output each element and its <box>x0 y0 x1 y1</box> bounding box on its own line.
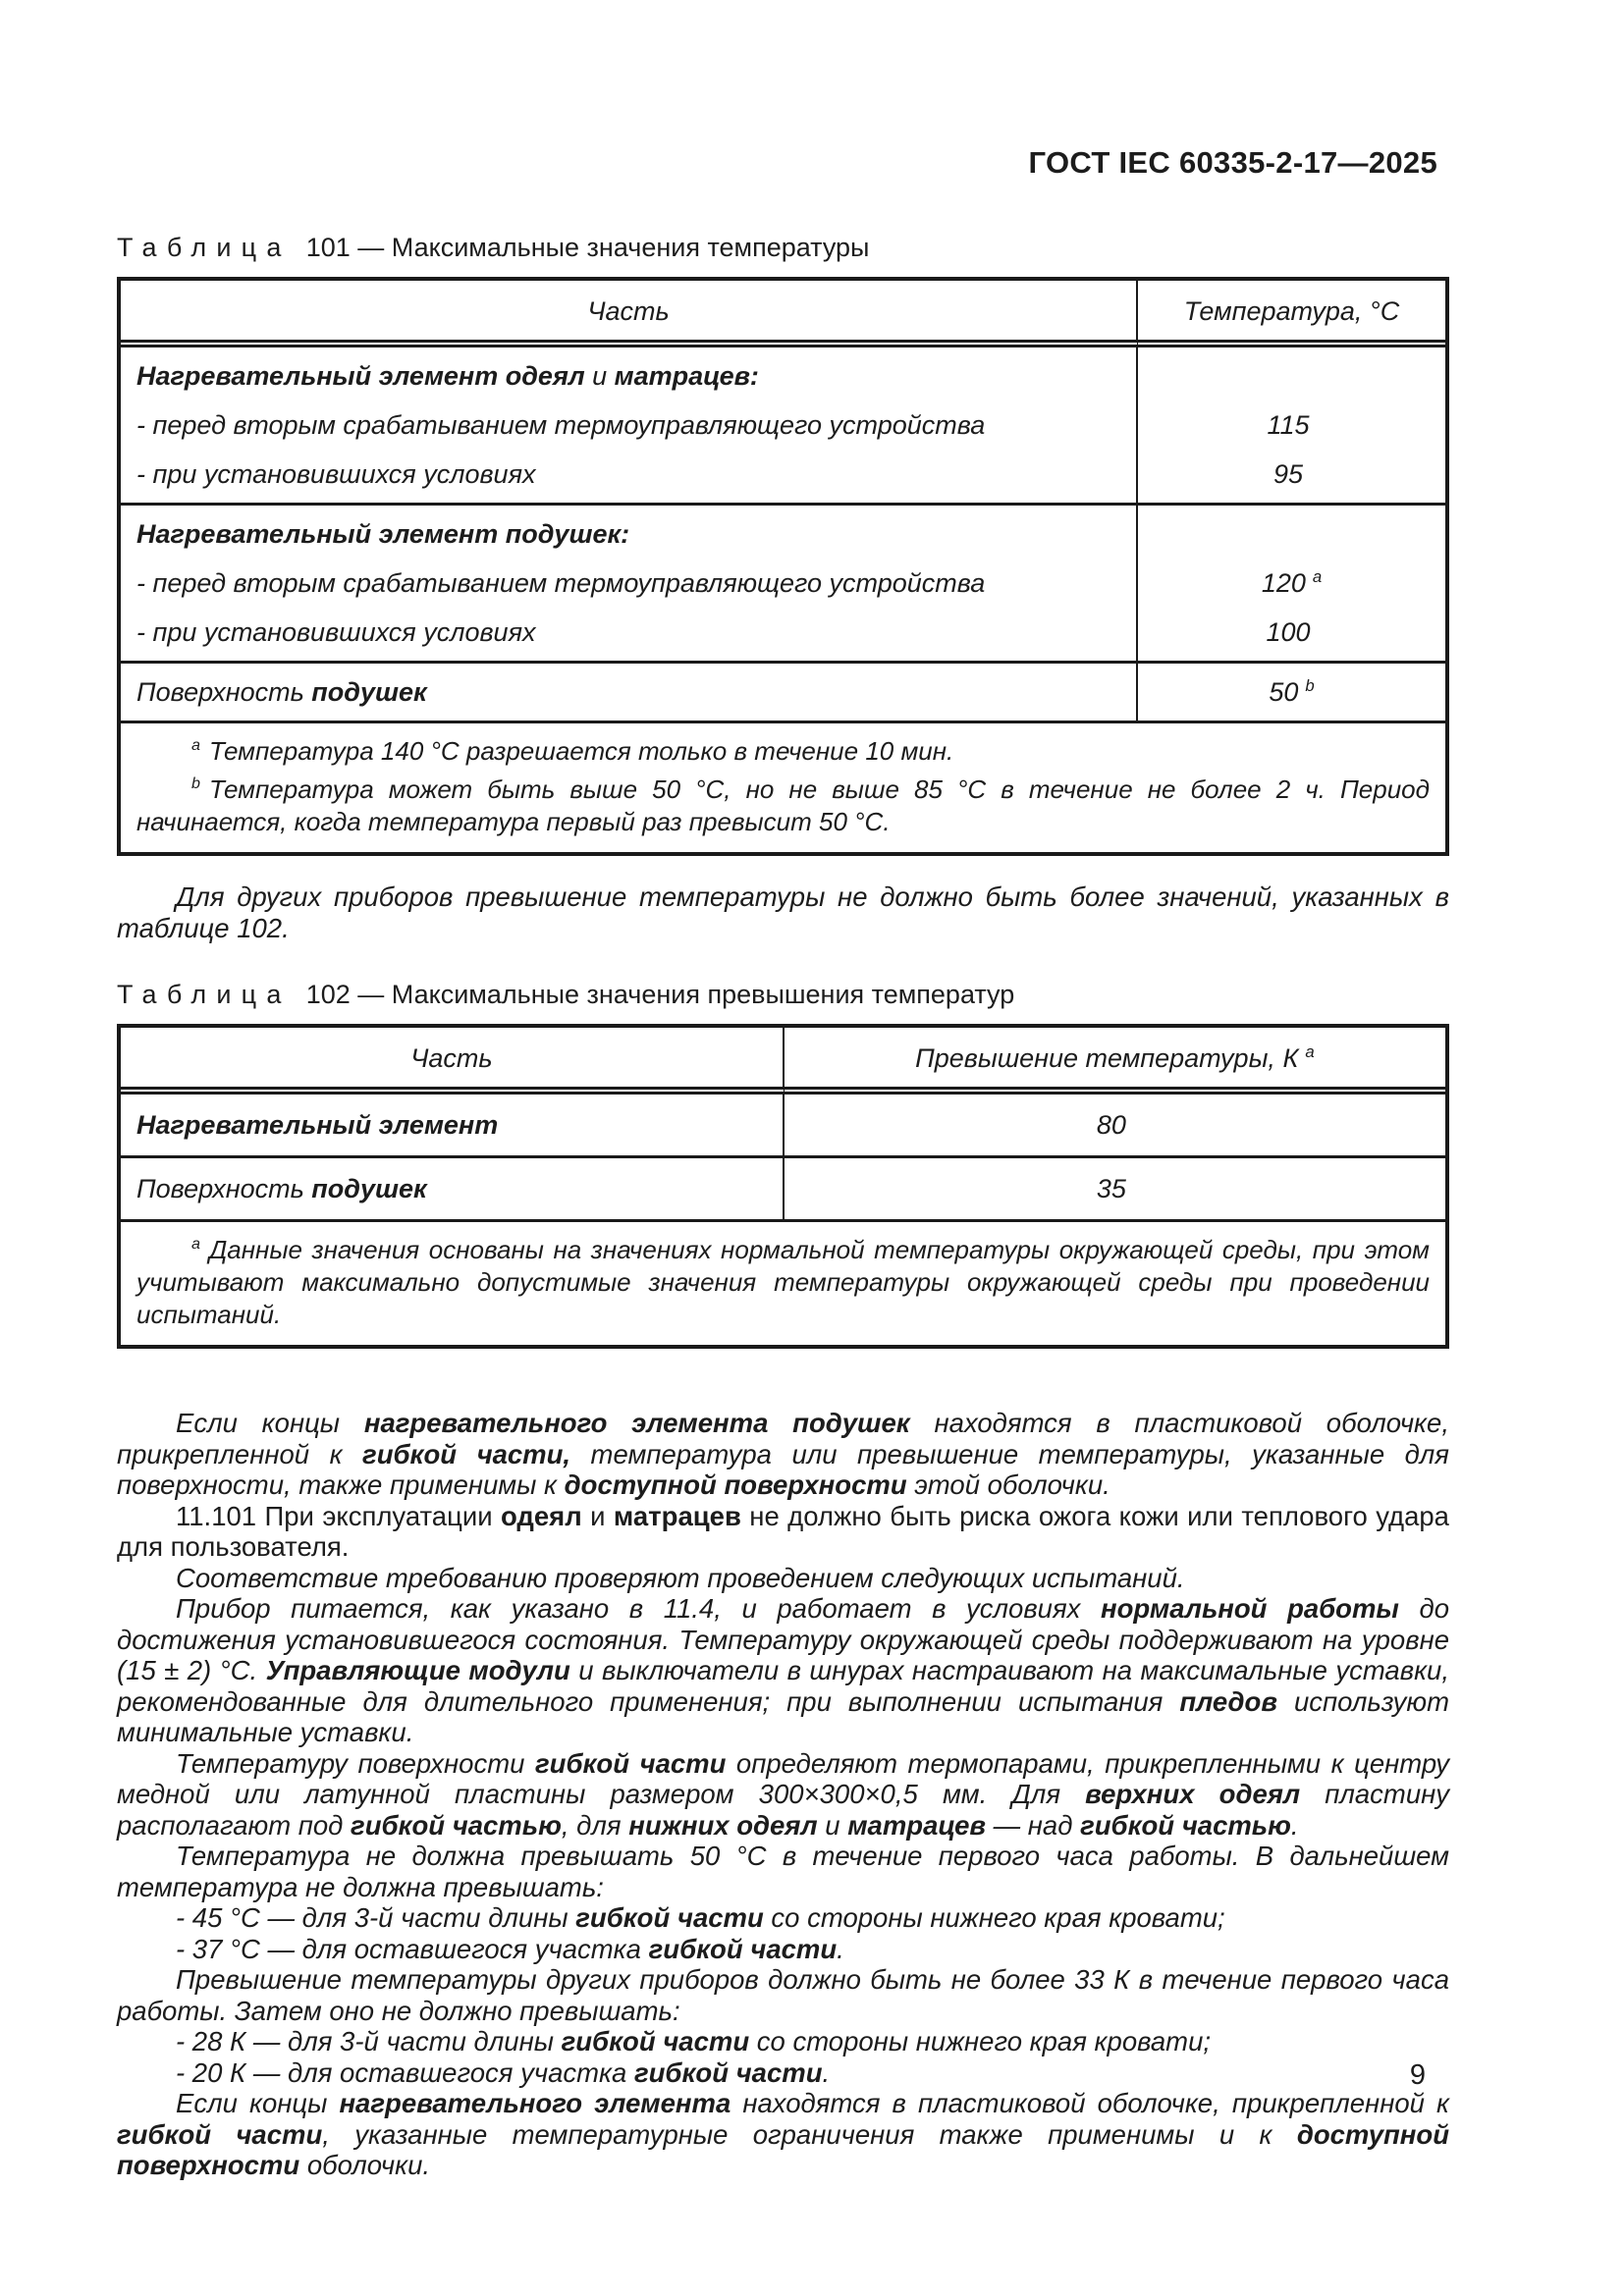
table-cell-value: 115 <box>1267 410 1310 440</box>
table-cell-part: - перед вторым срабатыванием термоуправляющего устройства <box>121 559 1138 608</box>
table-cell-part: Поверхность подушек <box>121 661 1138 721</box>
caption-number: 101 <box>305 233 351 262</box>
table-102 <box>117 1024 1449 1349</box>
table-row <box>121 400 1445 450</box>
table-row <box>121 661 1445 721</box>
list-item: - 45 °С — для 3-й части длины гибкой части со стороны нижнего края кровати; <box>176 1902 1225 1933</box>
footnote-marker: a <box>191 1235 200 1254</box>
paragraph: Прибор питается, как указано в 11.4, и работает в условиях нормальной работы до достижения установившегося состояния. Температуру окружающей среды поддерживают на уровне (15 ± 2) °С. Управляющие модули и выключатели в шнурах настраивают на максимальные уставки, рекомендованные для длительного применения; при выполнении испытания пледов используют минимальные уставки. <box>117 1593 1450 1747</box>
caption-dash: — <box>357 980 385 1009</box>
footnote-marker: a <box>191 736 200 755</box>
paragraph-after-table-101: Для других приборов превышение температуры не должно быть более значений, указанных в таблице 102. <box>117 881 1449 943</box>
paragraph: Температуру поверхности гибкой части определяют термопарами, прикрепленными к центру медной или латунной пластины размером 300×300×0,5 мм. Для верхних одеял пластину располагают под гибкой частью, для нижних одеял и матрацев — над гибкой частью. <box>117 1747 1449 1841</box>
table-cell-value: 35 <box>785 1155 1445 1219</box>
table-row <box>121 503 1445 559</box>
paragraph: Если концы нагревательного элемента подушек находятся в пластиковой оболочке, прикрепленной к гибкой части, температура или превышение температуры, указанные для поверхности, также применимы к доступной поверхности этой оболочки. <box>117 1408 1450 1500</box>
table-header-cell: Часть <box>121 1028 785 1095</box>
table-header-cell: Превышение температуры, К $^a$ <box>785 1028 1445 1095</box>
caption-dash: — <box>357 233 385 262</box>
caption-word: Таблица <box>117 233 292 262</box>
table-footnote: $^a$ Температура 140 °С разрешается только в течение 10 мин. <box>191 736 954 766</box>
table-cell-part: - перед вторым срабатыванием термоуправляющего устройства <box>121 400 1138 450</box>
table-cell-value: 120 $^a$ <box>1261 567 1323 598</box>
table-102-footnotes <box>121 1219 1445 1345</box>
table-cell-part: Нагревательный элемент одеял и матрацев: <box>121 347 1138 400</box>
table-101-footnotes <box>121 721 1445 852</box>
table-cell-part: Нагревательный элемент <box>121 1095 785 1155</box>
caption-title: Максимальные значения превышения температур <box>391 980 1015 1009</box>
caption-title: Максимальные значения температуры <box>391 233 870 262</box>
table-cell-part: Нагревательный элемент подушек: <box>121 503 1138 559</box>
footnote-marker: b <box>191 774 200 793</box>
list-item: - 37 °С — для оставшегося участка гибкой части. <box>176 1933 844 1964</box>
table-cell-value: 80 <box>1096 1110 1126 1140</box>
caption-word: Таблица <box>117 980 292 1009</box>
table-footnote: $^b$ Температура может быть выше 50 °С, но не выше 85 °С в течение не более 2 ч. Период начинается, когда температура первый раз превысит 50 °С. <box>136 774 1430 836</box>
table-101 <box>117 277 1449 856</box>
table-102-caption <box>117 979 1449 1010</box>
paragraph: Температура не должна превышать 50 °С в течение первого часа работы. В дальнейшем температура не должна превышать: <box>117 1841 1449 1902</box>
table-row <box>121 1155 1445 1219</box>
table-row <box>121 608 1445 661</box>
caption-number: 102 <box>305 980 351 1009</box>
paragraph: Превышение температуры других приборов должно быть не более 33 К в течение первого часа работы. Затем оно не должно превышать: <box>117 1964 1449 2026</box>
table-row <box>121 559 1445 608</box>
table-101-header-row <box>121 281 1445 347</box>
document-code: ГОСТ IEC 60335-2-17—2025 <box>1028 145 1437 180</box>
table-header-cell: Часть <box>121 281 1138 347</box>
list-item: - 28 К — для 3-й части длины гибкой части со стороны нижнего края кровати; <box>176 2026 1212 2056</box>
table-102-header-row <box>121 1028 1445 1095</box>
table-header-cell: Температура, °С <box>1138 281 1445 347</box>
table-row <box>121 450 1445 503</box>
paragraph: Соответствие требованию проверяют проведением следующих испытаний. <box>176 1562 1185 1593</box>
page-content <box>117 0 1449 2181</box>
paragraph: Если концы нагревательного элемента находятся в пластиковой оболочке, прикрепленной к гибкой части, указанные температурные ограничения также применимы и к доступной поверхности оболочки. <box>117 2088 1450 2180</box>
table-row <box>121 347 1445 400</box>
page-number: 9 <box>1409 2059 1426 2091</box>
table-cell-value: 50 $^b$ <box>1138 661 1445 721</box>
table-row <box>121 1095 1445 1155</box>
table-101-caption <box>117 232 1449 263</box>
paragraph-clause-11-101: 11.101 При эксплуатации одеял и матрацев не должно быть риска ожога кожи или теплового удара для пользователя. <box>117 1500 1449 1562</box>
table-cell-value: 100 <box>1266 617 1311 647</box>
table-cell-value <box>1138 347 1445 400</box>
table-cell-part: - при установившихся условиях <box>121 450 1138 503</box>
table-cell-part: - при установившихся условиях <box>121 608 1138 661</box>
table-footnote: $^a$ Данные значения основаны на значениях нормальной температуры окружающей среды, при этом учитывают максимально допустимые значения температуры окружающей среды при проведении испытаний. <box>136 1235 1430 1329</box>
list-item: - 20 К — для оставшегося участка гибкой части. <box>176 2056 831 2088</box>
table-cell-value <box>1138 503 1445 559</box>
table-cell-value: 95 <box>1272 459 1304 489</box>
table-cell-part: Поверхность подушек <box>121 1155 785 1219</box>
